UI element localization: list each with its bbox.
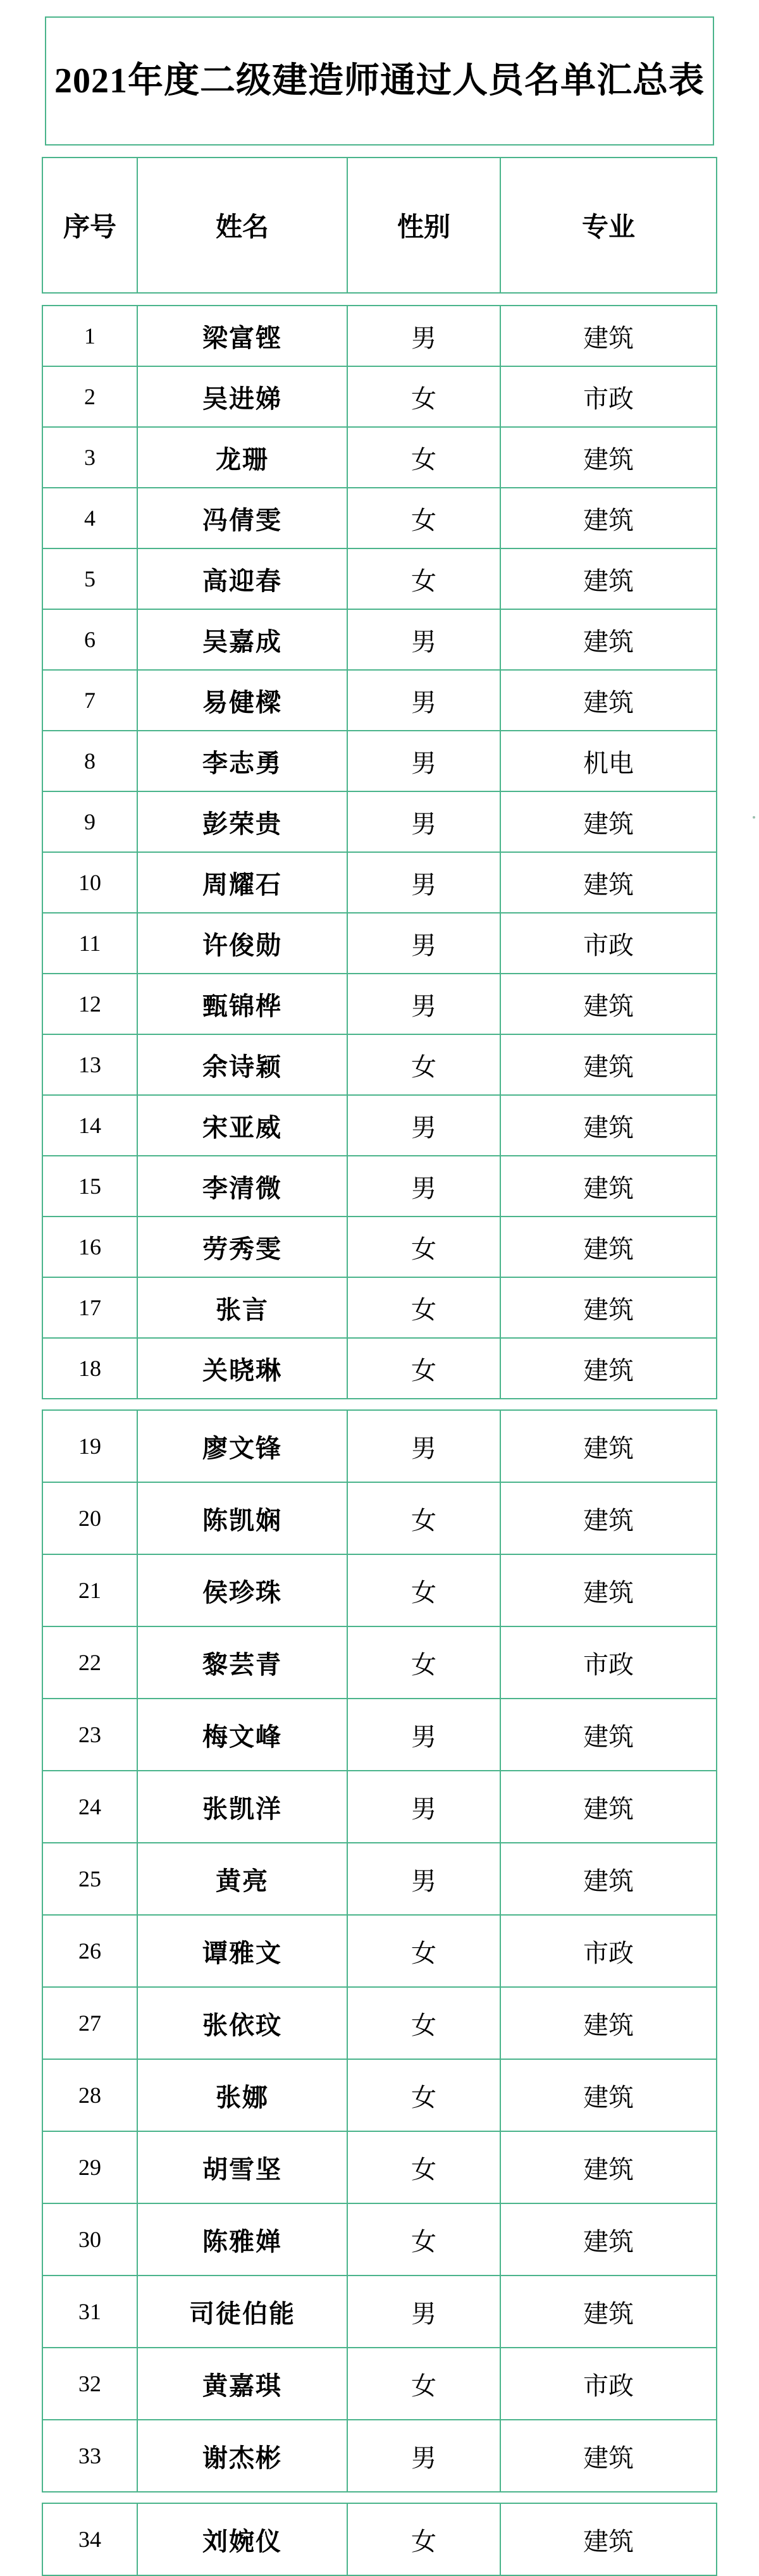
column-header-sex: 性别 — [347, 158, 500, 293]
cell-major: 建筑 — [500, 488, 717, 548]
cell-name: 黎芸青 — [137, 1626, 347, 1699]
table-row — [42, 306, 717, 366]
cell-name: 吴进娣 — [137, 366, 347, 427]
cell-no: 12 — [42, 974, 137, 1034]
cell-major: 建筑 — [500, 1554, 717, 1626]
cell-sex: 男 — [347, 2420, 500, 2492]
cell-sex: 男 — [347, 1843, 500, 1915]
header-body-gap — [0, 294, 759, 305]
cell-sex: 男 — [347, 670, 500, 731]
cell-major: 建筑 — [500, 974, 717, 1034]
cell-name: 冯倩雯 — [137, 488, 347, 548]
cell-no: 30 — [42, 2203, 137, 2276]
table-row — [42, 1095, 717, 1156]
cell-major: 建筑 — [500, 852, 717, 913]
table-row — [42, 1277, 717, 1338]
cell-major: 市政 — [500, 366, 717, 427]
roster-table-block-2 — [42, 1409, 717, 2492]
cell-sex: 男 — [347, 1156, 500, 1217]
cell-no: 18 — [42, 1338, 137, 1399]
cell-name: 司徒伯能 — [137, 2276, 347, 2348]
cell-sex: 女 — [347, 1277, 500, 1338]
cell-sex: 女 — [347, 1987, 500, 2059]
cell-no: 27 — [42, 1987, 137, 2059]
cell-sex: 女 — [347, 2059, 500, 2131]
table-row — [42, 1034, 717, 1095]
cell-major: 建筑 — [500, 791, 717, 852]
cell-major: 建筑 — [500, 609, 717, 670]
cell-no: 16 — [42, 1217, 137, 1277]
cell-sex: 男 — [347, 1095, 500, 1156]
table-row — [42, 427, 717, 488]
header-table — [42, 157, 717, 294]
cell-no: 26 — [42, 1915, 137, 1987]
cell-name: 李清微 — [137, 1156, 347, 1217]
title-table-gap — [0, 146, 759, 157]
block-separator-2 — [0, 2492, 759, 2503]
cell-major: 市政 — [500, 2348, 717, 2420]
table-row — [42, 1626, 717, 1699]
cell-sex: 男 — [347, 609, 500, 670]
cell-no: 28 — [42, 2059, 137, 2131]
cell-name: 黄亮 — [137, 1843, 347, 1915]
cell-name: 谭雅文 — [137, 1915, 347, 1987]
page-marker-dot — [753, 816, 755, 819]
cell-sex: 女 — [347, 2203, 500, 2276]
cell-name: 高迎春 — [137, 548, 347, 609]
cell-no: 20 — [42, 1482, 137, 1554]
cell-name: 许俊勋 — [137, 913, 347, 974]
cell-no: 32 — [42, 2348, 137, 2420]
roster-table-block-3 — [42, 2503, 717, 2576]
cell-no: 14 — [42, 1095, 137, 1156]
cell-name: 陈雅婵 — [137, 2203, 347, 2276]
cell-name: 张娜 — [137, 2059, 347, 2131]
cell-no: 21 — [42, 1554, 137, 1626]
cell-major: 建筑 — [500, 2503, 717, 2575]
cell-name: 刘婉仪 — [137, 2503, 347, 2575]
cell-no: 34 — [42, 2503, 137, 2575]
cell-major: 建筑 — [500, 1410, 717, 1482]
cell-sex: 女 — [347, 427, 500, 488]
cell-major: 建筑 — [500, 2059, 717, 2131]
roster-body-2 — [42, 1410, 717, 2492]
table-row — [42, 1699, 717, 1771]
roster-body-3 — [42, 2503, 717, 2575]
cell-sex: 女 — [347, 1217, 500, 1277]
column-header-major: 专业 — [500, 158, 717, 293]
table-row — [42, 974, 717, 1034]
cell-major: 市政 — [500, 1915, 717, 1987]
cell-name: 张凯洋 — [137, 1771, 347, 1843]
cell-no: 19 — [42, 1410, 137, 1482]
table-row — [42, 2276, 717, 2348]
cell-name: 甄锦桦 — [137, 974, 347, 1034]
cell-name: 谢杰彬 — [137, 2420, 347, 2492]
cell-major: 建筑 — [500, 1217, 717, 1277]
cell-sex: 女 — [347, 1482, 500, 1554]
cell-sex: 男 — [347, 974, 500, 1034]
cell-major: 市政 — [500, 1626, 717, 1699]
table-row — [42, 1410, 717, 1482]
title-table — [45, 16, 714, 146]
table-row — [42, 609, 717, 670]
table-row — [42, 2503, 717, 2575]
cell-sex: 男 — [347, 852, 500, 913]
cell-sex: 男 — [347, 791, 500, 852]
cell-name: 周耀石 — [137, 852, 347, 913]
cell-major: 建筑 — [500, 1987, 717, 2059]
cell-name: 易健樑 — [137, 670, 347, 731]
table-row — [42, 1217, 717, 1277]
table-row — [42, 1843, 717, 1915]
cell-no: 29 — [42, 2131, 137, 2203]
cell-no: 24 — [42, 1771, 137, 1843]
cell-no: 7 — [42, 670, 137, 731]
cell-sex: 男 — [347, 1699, 500, 1771]
cell-no: 10 — [42, 852, 137, 913]
cell-name: 宋亚威 — [137, 1095, 347, 1156]
table-row — [42, 1915, 717, 1987]
cell-no: 1 — [42, 306, 137, 366]
cell-major: 建筑 — [500, 2420, 717, 2492]
table-row — [42, 1482, 717, 1554]
cell-major: 建筑 — [500, 1843, 717, 1915]
table-row — [42, 1156, 717, 1217]
cell-name: 陈凯娴 — [137, 1482, 347, 1554]
cell-major: 建筑 — [500, 548, 717, 609]
cell-name: 张言 — [137, 1277, 347, 1338]
table-row — [42, 670, 717, 731]
column-header-no: 序号 — [42, 158, 137, 293]
table-row — [42, 1554, 717, 1626]
document-title: 2021年度二级建造师通过人员名单汇总表 — [46, 17, 713, 145]
table-row — [42, 2059, 717, 2131]
cell-no: 17 — [42, 1277, 137, 1338]
cell-no: 4 — [42, 488, 137, 548]
cell-sex: 女 — [347, 2503, 500, 2575]
table-row — [42, 2348, 717, 2420]
cell-sex: 女 — [347, 2131, 500, 2203]
table-row — [42, 913, 717, 974]
cell-major: 建筑 — [500, 1277, 717, 1338]
cell-major: 建筑 — [500, 2203, 717, 2276]
cell-name: 胡雪坚 — [137, 2131, 347, 2203]
cell-name: 余诗颖 — [137, 1034, 347, 1095]
cell-major: 建筑 — [500, 2131, 717, 2203]
roster-table-block-1 — [42, 305, 717, 1399]
cell-sex: 男 — [347, 913, 500, 974]
cell-name: 彭荣贵 — [137, 791, 347, 852]
cell-no: 31 — [42, 2276, 137, 2348]
cell-name: 关晓琳 — [137, 1338, 347, 1399]
cell-major: 建筑 — [500, 427, 717, 488]
table-row — [42, 791, 717, 852]
cell-name: 吴嘉成 — [137, 609, 347, 670]
table-row — [42, 2203, 717, 2276]
cell-major: 建筑 — [500, 1156, 717, 1217]
table-header-row — [42, 158, 717, 293]
cell-no: 23 — [42, 1699, 137, 1771]
cell-major: 建筑 — [500, 1771, 717, 1843]
table-row — [42, 488, 717, 548]
title-row — [46, 17, 713, 145]
cell-sex: 男 — [347, 1410, 500, 1482]
table-row — [42, 1338, 717, 1399]
cell-major: 建筑 — [500, 306, 717, 366]
cell-name: 侯珍珠 — [137, 1554, 347, 1626]
cell-major: 建筑 — [500, 1482, 717, 1554]
table-row — [42, 366, 717, 427]
cell-name: 廖文锋 — [137, 1410, 347, 1482]
table-row — [42, 2420, 717, 2492]
cell-sex: 男 — [347, 731, 500, 791]
column-header-name: 姓名 — [137, 158, 347, 293]
cell-major: 建筑 — [500, 670, 717, 731]
cell-major: 市政 — [500, 913, 717, 974]
cell-sex: 男 — [347, 306, 500, 366]
cell-major: 建筑 — [500, 1699, 717, 1771]
table-row — [42, 1771, 717, 1843]
cell-name: 张依玟 — [137, 1987, 347, 2059]
table-row — [42, 852, 717, 913]
cell-no: 15 — [42, 1156, 137, 1217]
cell-name: 梁富铿 — [137, 306, 347, 366]
cell-name: 梅文峰 — [137, 1699, 347, 1771]
cell-no: 11 — [42, 913, 137, 974]
cell-name: 劳秀雯 — [137, 1217, 347, 1277]
cell-major: 建筑 — [500, 1338, 717, 1399]
cell-sex: 女 — [347, 488, 500, 548]
cell-name: 龙珊 — [137, 427, 347, 488]
cell-sex: 女 — [347, 1554, 500, 1626]
block-separator-1 — [0, 1399, 759, 1409]
cell-major: 建筑 — [500, 1034, 717, 1095]
table-row — [42, 1987, 717, 2059]
cell-sex: 女 — [347, 1626, 500, 1699]
cell-no: 22 — [42, 1626, 137, 1699]
cell-sex: 男 — [347, 2276, 500, 2348]
cell-no: 6 — [42, 609, 137, 670]
cell-major: 机电 — [500, 731, 717, 791]
cell-no: 25 — [42, 1843, 137, 1915]
cell-sex: 女 — [347, 366, 500, 427]
table-row — [42, 2131, 717, 2203]
cell-sex: 女 — [347, 548, 500, 609]
cell-no: 9 — [42, 791, 137, 852]
cell-sex: 女 — [347, 1915, 500, 1987]
cell-sex: 男 — [347, 1771, 500, 1843]
cell-no: 5 — [42, 548, 137, 609]
table-row — [42, 548, 717, 609]
cell-no: 33 — [42, 2420, 137, 2492]
cell-name: 李志勇 — [137, 731, 347, 791]
cell-no: 3 — [42, 427, 137, 488]
table-row — [42, 731, 717, 791]
cell-sex: 女 — [347, 2348, 500, 2420]
cell-no: 8 — [42, 731, 137, 791]
cell-major: 建筑 — [500, 1095, 717, 1156]
cell-no: 2 — [42, 366, 137, 427]
cell-no: 13 — [42, 1034, 137, 1095]
cell-sex: 女 — [347, 1034, 500, 1095]
roster-body-1 — [42, 306, 717, 1399]
cell-major: 建筑 — [500, 2276, 717, 2348]
cell-name: 黄嘉琪 — [137, 2348, 347, 2420]
cell-sex: 女 — [347, 1338, 500, 1399]
